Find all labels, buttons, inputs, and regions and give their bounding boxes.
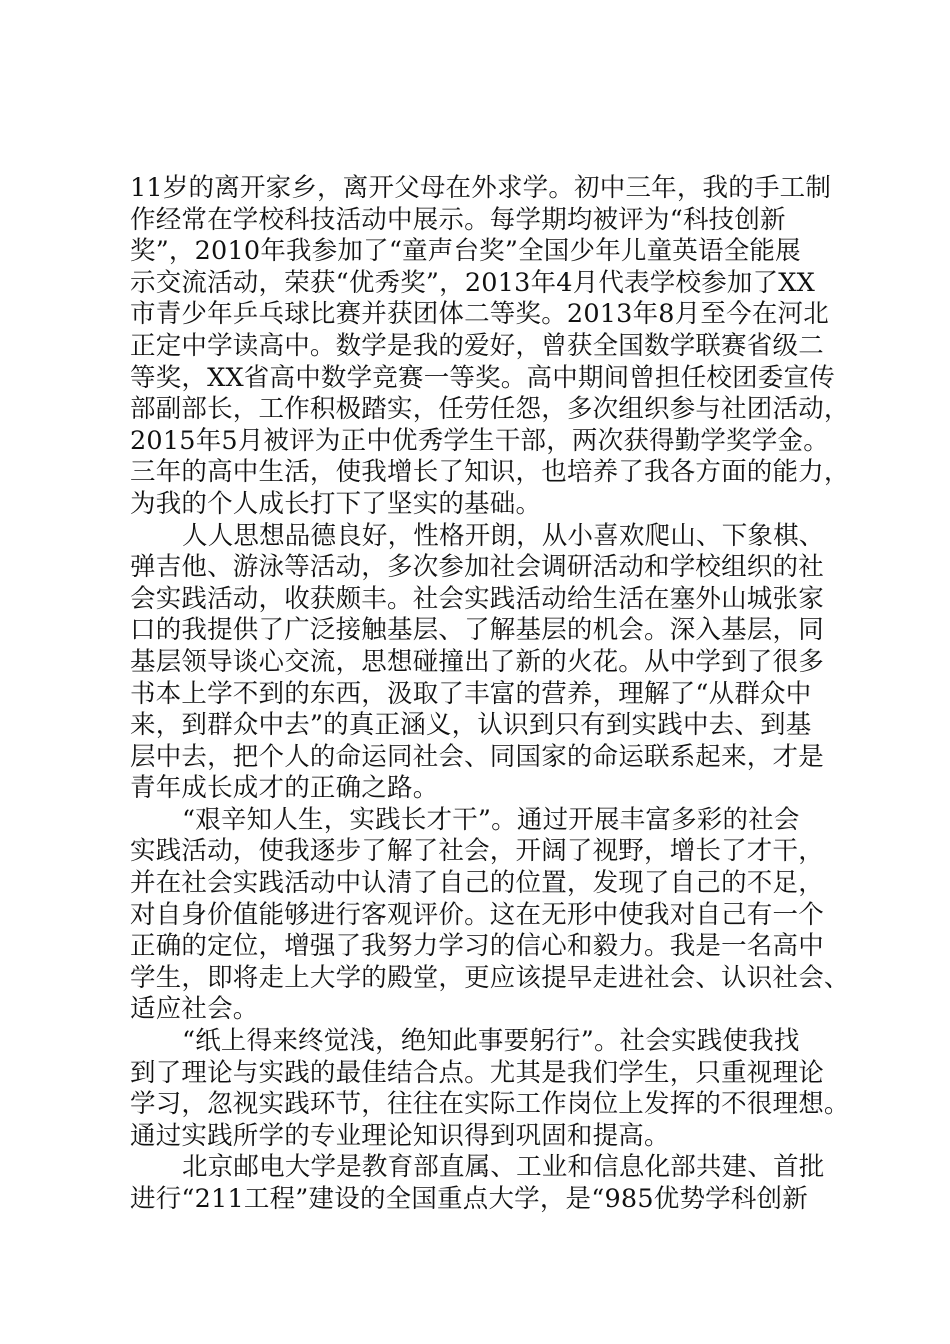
paragraph-first-line: 人人思想品德良好，性格开朗，从小喜欢爬山、下象棋、 bbox=[182, 520, 825, 551]
text-line: 正定中学读高中。数学是我的爱好，曾获全国数学联赛省级二 bbox=[130, 330, 824, 361]
text-line: 正确的定位，增强了我努力学习的信心和毅力。我是一名高中 bbox=[130, 931, 824, 962]
text-line: 口的我提供了广泛接触基层、了解基层的机会。深入基层，同 bbox=[130, 615, 824, 646]
text-line: 市青少年乒乓球比赛并获团体二等奖。2013年8月至今在河北 bbox=[130, 299, 829, 330]
text-line: 青年成长成才的正确之路。 bbox=[130, 773, 439, 804]
text-line: 基层领导谈心交流，思想碰撞出了新的火花。从中学到了很多 bbox=[130, 646, 824, 677]
text-line: 等奖，XX省高中数学竞赛一等奖。高中期间曾担任校团委宣传 bbox=[130, 362, 835, 393]
paragraph-first-line: 北京邮电大学是教育部直属、工业和信息化部共建、首批 bbox=[182, 1152, 825, 1183]
text-line: 适应社会。 bbox=[130, 994, 259, 1025]
text-line: 11岁的离开家乡，离开父母在外求学。初中三年，我的手工制 bbox=[130, 173, 832, 203]
text-line: 作经常在学校科技活动中展示。每学期均被评为“科技创新 bbox=[130, 204, 786, 235]
paragraph-first-line: “纸上得来终觉浅，绝知此事要躬行”。社会实践使我找 bbox=[182, 1026, 800, 1057]
text-line: 学生，即将走上大学的殿堂，更应该提早走进社会、认识社会、 bbox=[130, 962, 850, 993]
text-line: 2015年5月被评为正中优秀学生干部，两次获得勤学奖学金。 bbox=[130, 425, 829, 456]
text-line: 弹吉他、游泳等活动，多次参加社会调研活动和学校组织的社 bbox=[130, 552, 824, 583]
text-line: 进行“211工程”建设的全国重点大学，是“985优势学科创新 bbox=[130, 1184, 808, 1214]
text-line: 示交流活动，荣获“优秀奖”，2013年4月代表学校参加了XX bbox=[130, 267, 816, 298]
text-line: 学习，忽视实践环节，往往在实际工作岗位上发挥的不很理想。 bbox=[130, 1089, 850, 1120]
paragraph-first-line: “艰辛知人生，实践长才干”。通过开展丰富多彩的社会 bbox=[182, 804, 800, 835]
text-line: 三年的高中生活，使我增长了知识，也培养了我各方面的能力， bbox=[130, 457, 850, 488]
text-line: 会实践活动，收获颇丰。社会实践活动给生活在塞外山城张家 bbox=[130, 583, 824, 614]
text-line: 为我的个人成长打下了坚实的基础。 bbox=[130, 488, 542, 519]
text-line: 实践活动，使我逐步了解了社会，开阔了视野，增长了才干， bbox=[130, 836, 824, 867]
text-line: 到了理论与实践的最佳结合点。尤其是我们学生，只重视理论 bbox=[130, 1057, 824, 1088]
text-line: 并在社会实践活动中认清了自己的位置，发现了自己的不足， bbox=[130, 868, 824, 899]
text-line: 来，到群众中去”的真正涵义，认识到只有到实践中去、到基 bbox=[130, 710, 812, 741]
text-line: 对自身价值能够进行客观评价。这在无形中使我对自己有一个 bbox=[130, 899, 824, 930]
text-line: 奖”，2010年我参加了“童声台奖”全国少年儿童英语全能展 bbox=[130, 236, 801, 267]
body-text bbox=[130, 173, 850, 1216]
text-line: 层中去，把个人的命运同社会、同国家的命运联系起来，才是 bbox=[130, 741, 824, 772]
text-line: 通过实践所学的专业理论知识得到巩固和提高。 bbox=[130, 1120, 670, 1151]
text-line: 书本上学不到的东西，汲取了丰富的营养，理解了“从群众中 bbox=[130, 678, 812, 709]
text-line: 部副部长，工作积极踏实，任劳任怨，多次组织参与社团活动， bbox=[130, 394, 850, 425]
